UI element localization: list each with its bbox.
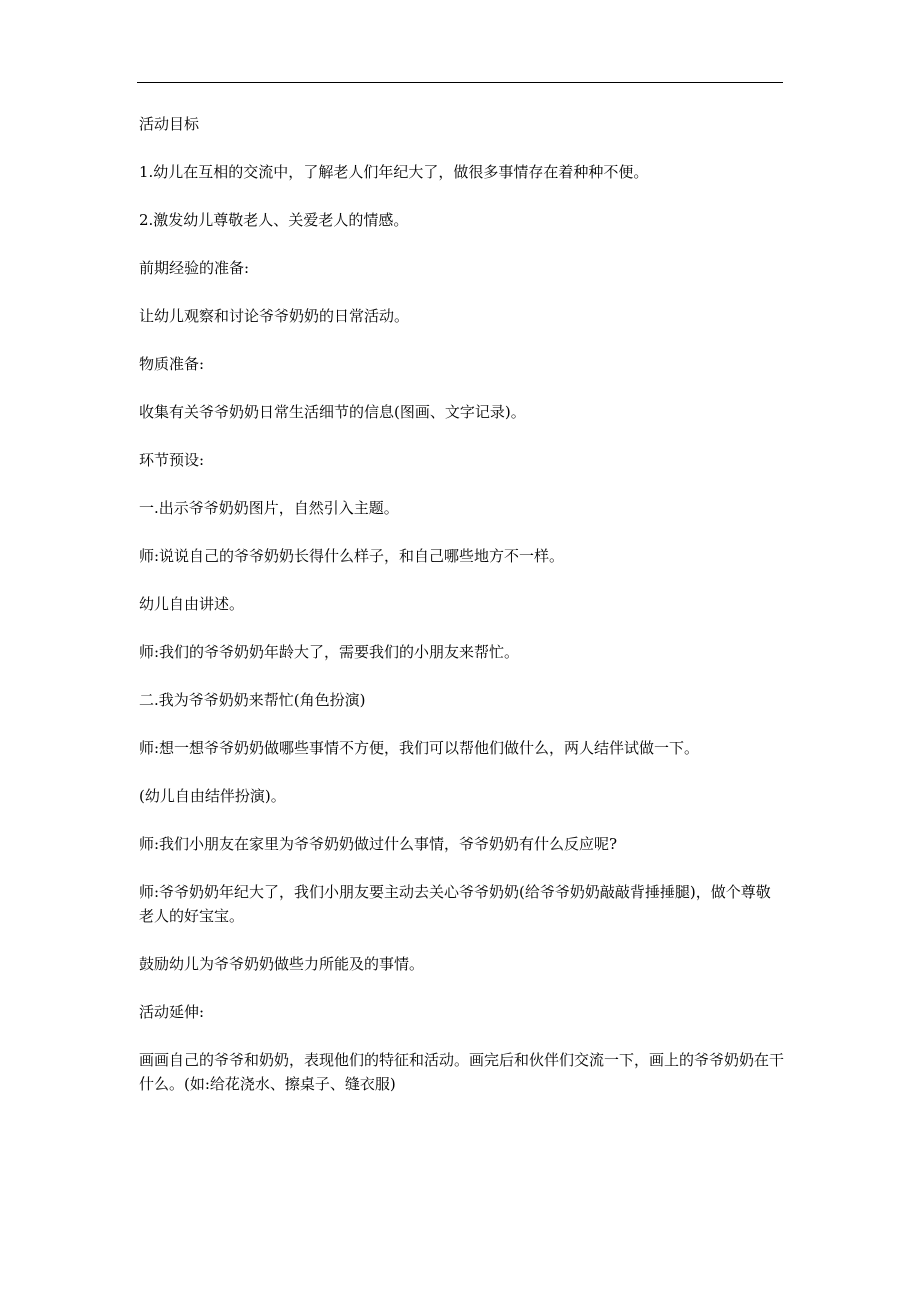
prior-experience-text: 让幼儿观察和讨论爷爷奶奶的日常活动。 <box>139 307 410 325</box>
encouragement-text: 鼓励幼儿为爷爷奶奶做些力所能及的事情。 <box>139 955 425 973</box>
teacher-line-5: 师:爷爷奶奶年纪大了，我们小朋友要主动去关心爷爷奶奶(给爷爷奶奶敲敲背捶捶腿)，做个尊敬老人的好宝宝。 <box>139 883 771 925</box>
teacher-line-4: 师:我们小朋友在家里为爷爷奶奶做过什么事情，爷爷奶奶有什么反应呢? <box>139 835 618 853</box>
document-body <box>139 112 785 1120</box>
header-rule <box>137 82 783 83</box>
section-heading-procedure: 环节预设: <box>139 451 205 469</box>
procedure-step-2: 二.我为爷爷奶奶来帮忙(角色扮演) <box>139 691 366 709</box>
section-heading-materials: 物质准备: <box>139 355 205 373</box>
section-heading-extension: 活动延伸: <box>139 1003 205 1021</box>
child-activity-2: (幼儿自由结伴扮演)。 <box>139 787 286 805</box>
teacher-line-2: 师:我们的爷爷奶奶年龄大了，需要我们的小朋友来帮忙。 <box>139 643 520 661</box>
teacher-line-1: 师:说说自己的爷爷奶奶长得什么样子，和自己哪些地方不一样。 <box>139 547 565 565</box>
teacher-line-3: 师:想一想爷爷奶奶做哪些事情不方便，我们可以帮他们做什么，两人结伴试做一下。 <box>139 739 700 757</box>
child-activity-1: 幼儿自由讲述。 <box>139 595 245 613</box>
extension-text: 画画自己的爷爷和奶奶，表现他们的特征和活动。画完后和伙伴们交流一下，画上的爷爷奶奶在干什么。(如:给花浇水、擦桌子、缝衣服) <box>139 1051 785 1093</box>
goal-item-2: 2.激发幼儿尊敬老人、关爱老人的情感。 <box>139 211 409 229</box>
section-heading-goals: 活动目标 <box>139 115 200 133</box>
section-heading-prior-experience: 前期经验的准备: <box>139 259 250 277</box>
materials-text: 收集有关爷爷奶奶日常生活细节的信息(图画、文字记录)。 <box>139 403 526 421</box>
goal-item-1: 1.幼儿在互相的交流中，了解老人们年纪大了，做很多事情存在着种种不便。 <box>139 163 649 181</box>
procedure-step-1: 一.出示爷爷奶奶图片，自然引入主题。 <box>139 499 399 517</box>
